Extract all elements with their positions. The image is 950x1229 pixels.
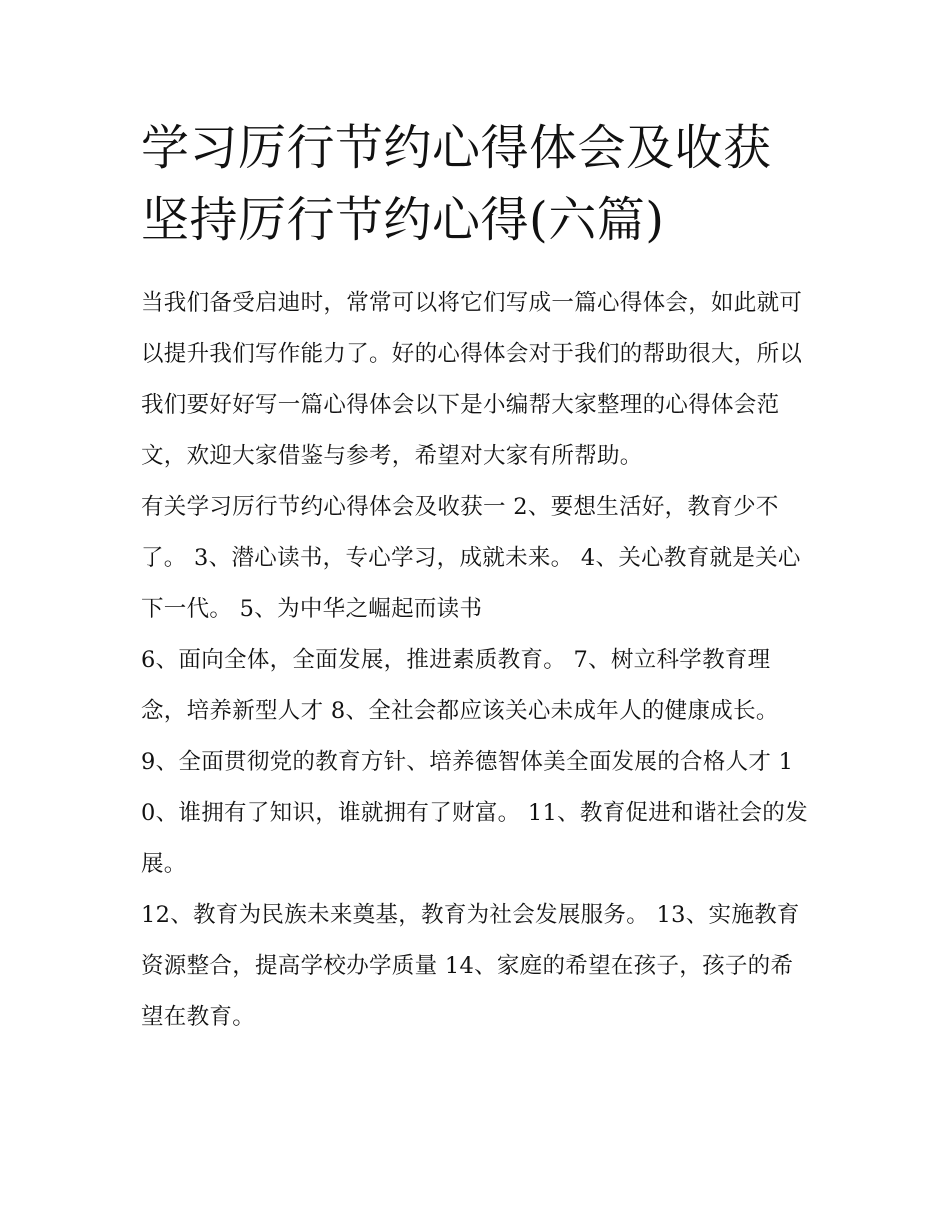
document-body	[141, 278, 813, 1043]
paragraph-slogans-4: 12、教育为民族未来奠基，教育为社会发展服务。 13、实施教育资源整合，提高学校办学质量 14、家庭的希望在孩子，孩子的希望在教育。	[141, 902, 800, 1030]
title-line-1: 学习厉行节约心得体会及收获	[141, 120, 772, 176]
paragraph-slogans-2: 6、面向全体，全面发展，推进素质教育。 7、树立科学教育理念，培养新型人才 8、全社会都应该关心未成年人的健康成长。	[141, 647, 779, 724]
title-line-2: 坚持厉行节约心得(六篇)	[141, 192, 665, 248]
document-content	[141, 112, 813, 1043]
document-title	[141, 112, 813, 256]
paragraph-slogans-1: 有关学习厉行节约心得体会及收获一 2、要想生活好，教育少不了。 3、潜心读书，专心学习，成就未来。 4、关心教育就是关心下一代。 5、为中华之崛起而读书	[141, 494, 801, 622]
paragraph-intro: 当我们备受启迪时，常常可以将它们写成一篇心得体会，如此就可以提升我们写作能力了。好的心得体会对于我们的帮助很大，所以我们要好好写一篇心得体会以下是小编帮大家整理的心得体会范文，欢迎大家借鉴与参考，希望对大家有所帮助。	[141, 290, 803, 469]
paragraph-slogans-3: 9、全面贯彻党的教育方针、培养德智体美全面发展的合格人才 10、谁拥有了知识，谁就拥有了财富。 11、教育促进和谐社会的发展。	[141, 749, 808, 877]
